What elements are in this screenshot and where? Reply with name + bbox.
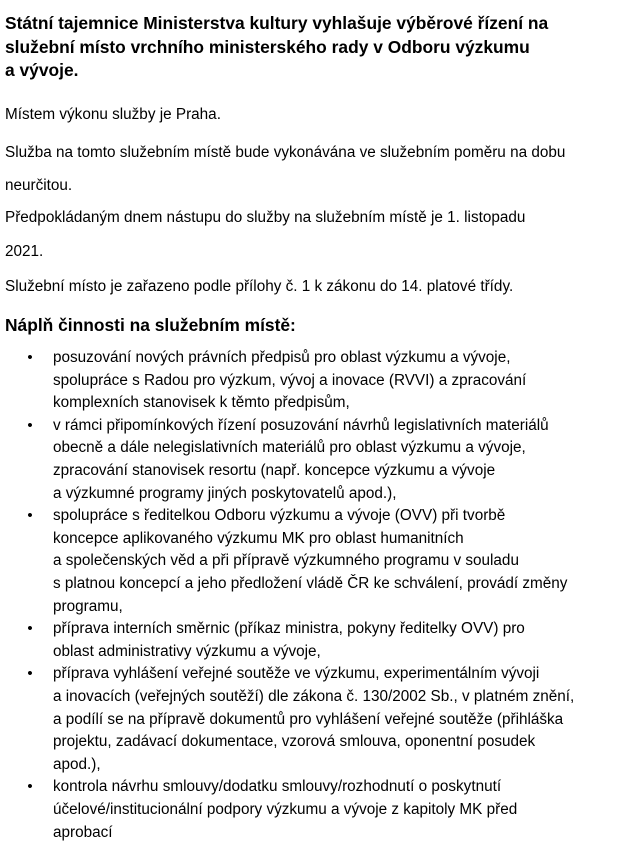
- page-title: [5, 12, 629, 83]
- paragraph-start-date: Předpokládaným dnem nástupu do služby na služebním místě je 1. listopadu: [5, 209, 526, 226]
- list-item-line: zpracování stanovisek resortu (např. koncepce výzkumu a vývoje: [53, 462, 496, 479]
- list-item-line: příprava interních směrnic (příkaz ministra, pokyny ředitelky OVV) pro: [53, 620, 525, 638]
- list-item-line: a výzkumné programy jiných poskytovatelů apod.),: [53, 484, 397, 502]
- bullet-icon: •: [27, 416, 33, 434]
- list-item-line: spolupráce s Radou pro výzkum, vývoj a inovace (RVVI) a zpracování: [53, 371, 527, 389]
- list-item-line: komplexních stanovisek k těmto předpisům,: [53, 394, 350, 412]
- bullet-icon: •: [27, 620, 33, 638]
- duties-heading: Náplň činnosti na služebním místě:: [5, 315, 296, 335]
- list-item-line: posuzování nových právních předpisů pro oblast výzkumu a vývoje,: [53, 349, 511, 366]
- paragraph-salary-class: Služební místo je zařazeno podle přílohy č. 1 k zákonu do 14. platové třídy.: [5, 278, 514, 295]
- list-item-line: účelové/institucionální podpory výzkumu a vývoje z kapitoly MK před: [53, 801, 518, 818]
- list-item-line: s platnou koncepcí a jeho předložení vládě ČR ke schválení, provádí změny: [53, 575, 568, 592]
- paragraph-start-date-cont: 2021.: [5, 243, 44, 260]
- list-item-line: programu,: [53, 597, 123, 615]
- list-item-line: projektu, zadávací dokumentace, vzorová smlouva, oponentní posudek: [53, 733, 536, 751]
- paragraph-service-type: Služba na tomto služebním místě bude vykonávána ve služebním poměru na dobu: [5, 144, 566, 161]
- bullet-icon: •: [27, 778, 33, 796]
- bullet-icon: •: [27, 665, 33, 683]
- list-item-line: aprobací: [53, 823, 113, 841]
- title-line: služební místo vrchního ministerského rady v Odboru výzkumu: [5, 36, 530, 57]
- bullet-icon: •: [27, 349, 33, 366]
- list-item-line: spolupráce s ředitelkou Odboru výzkumu a vývoje (OVV) při tvorbě: [53, 507, 506, 525]
- list-item-line: oblast administrativy výzkumu a vývoje,: [53, 642, 321, 660]
- title-line: a vývoje.: [5, 60, 79, 80]
- list-item-line: kontrola návrhu smlouvy/dodatku smlouvy/rozhodnutí o poskytnutí: [53, 778, 502, 796]
- list-item-line: apod.),: [53, 755, 101, 773]
- list-item-line: a společenských věd a při přípravě výzkumného programu v souladu: [53, 552, 519, 570]
- list-item-line: příprava vyhlášení veřejné soutěže ve výzkumu, experimentálním vývoji: [53, 665, 540, 683]
- paragraph-service-type-cont: neurčitou.: [5, 177, 73, 194]
- bullet-icon: •: [27, 507, 33, 525]
- list-item-line: a podílí se na přípravě dokumentů pro vyhlášení veřejné soutěže (přihláška: [53, 710, 564, 728]
- list-item-line: a inovacích (veřejných soutěží) dle zákona č. 130/2002 Sb., v platném znění,: [53, 688, 575, 705]
- list-item-line: v rámci připomínkových řízení posuzování návrhů legislativních materiálů: [53, 416, 549, 434]
- title-line: Státní tajemnice Ministerstva kultury vyhlašuje výběrové řízení na: [5, 13, 549, 33]
- list-item-line: koncepce aplikovaného výzkumu MK pro oblast humanitních: [53, 529, 464, 547]
- list-item-line: obecně a dále nelegislativních materiálů pro oblast výzkumu a vývoje,: [53, 439, 526, 457]
- paragraph-place-of-service: Místem výkonu služby je Praha.: [5, 106, 221, 123]
